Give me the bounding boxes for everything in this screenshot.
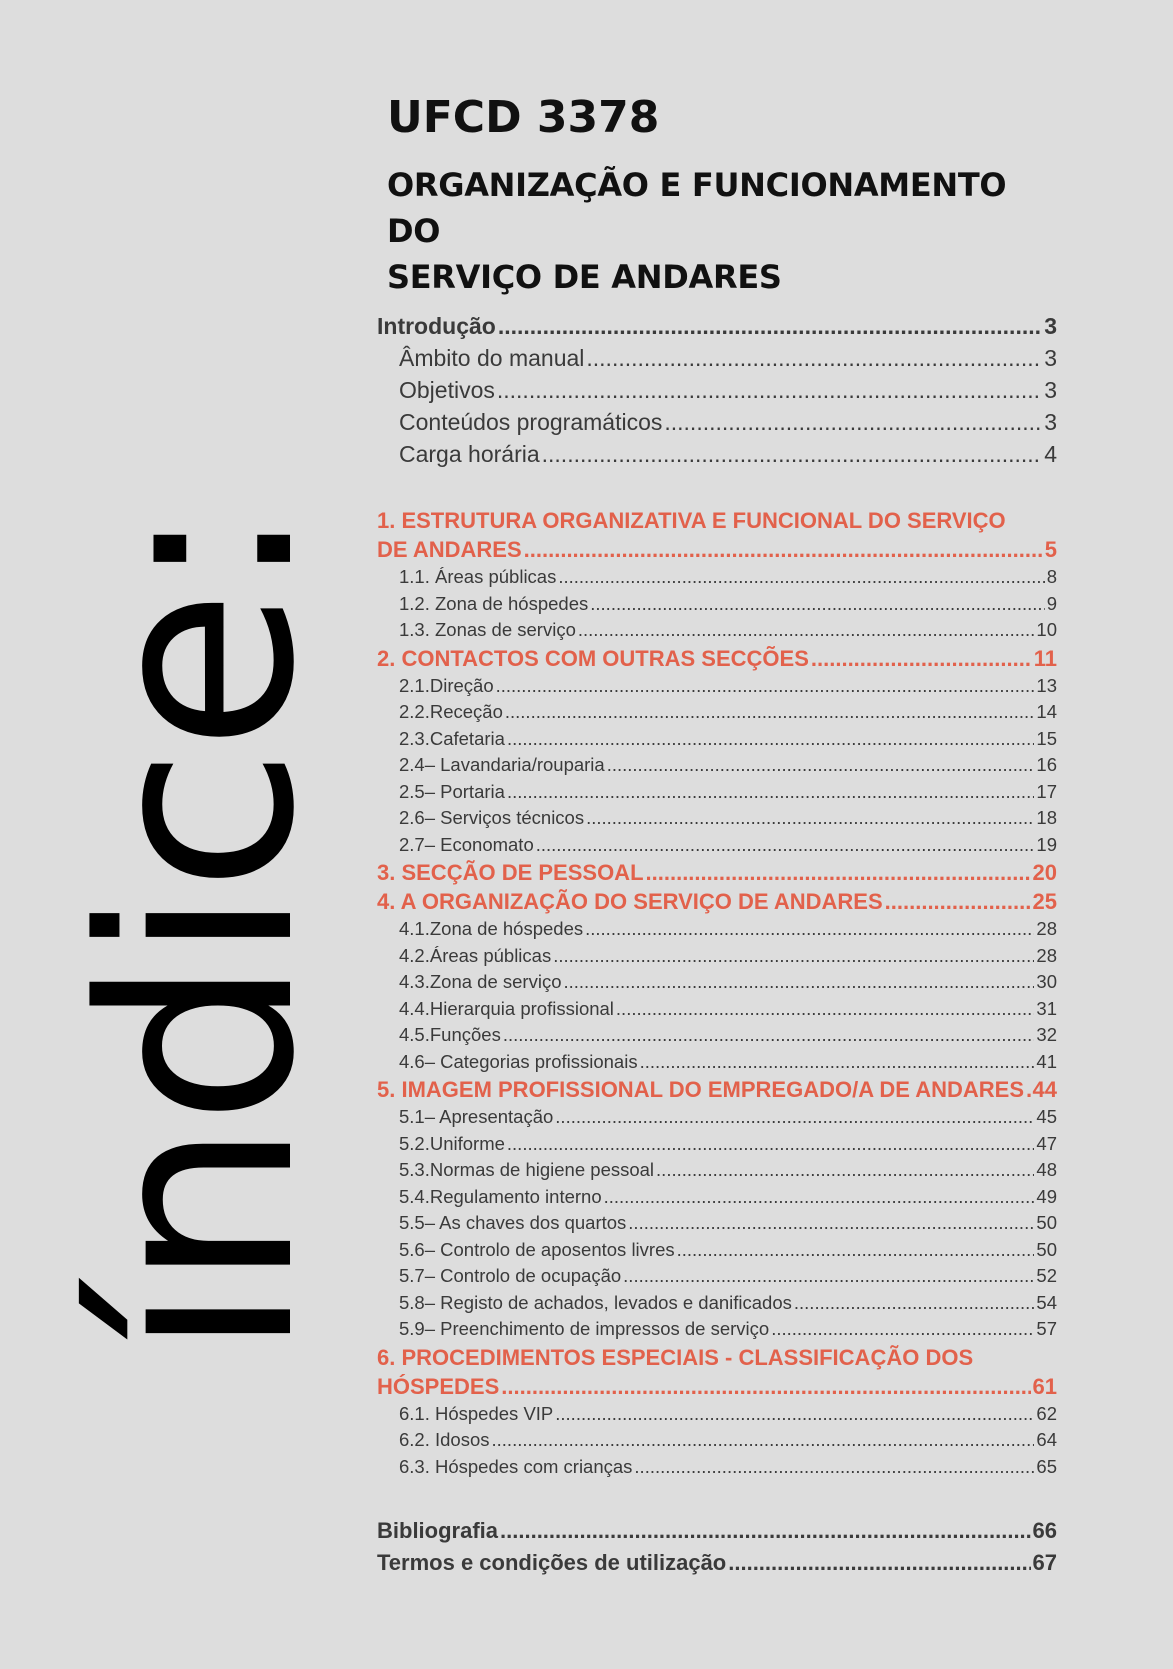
toc-label: 5.7– Controlo de ocupação xyxy=(399,1265,622,1286)
toc-subentry[interactable] xyxy=(377,1403,1057,1430)
dot-leader xyxy=(640,1051,1035,1073)
final-section xyxy=(377,1518,1057,1582)
toc-subentry[interactable] xyxy=(377,1051,1057,1078)
toc-page-number: 16 xyxy=(1036,754,1057,775)
toc-subentry[interactable] xyxy=(377,1133,1057,1160)
toc-label: 4.3.Zona de serviço xyxy=(399,971,562,992)
toc-page-number: 28 xyxy=(1036,944,1057,966)
toc-chapter[interactable] xyxy=(377,646,1057,675)
toc-page-number: 65 xyxy=(1036,1455,1057,1477)
toc-label: 6.1. Hóspedes VIP xyxy=(399,1402,554,1424)
toc-subentry[interactable] xyxy=(377,834,1057,861)
ufcd-code: UFCD 3378 xyxy=(387,92,660,143)
chapter-title-line-2[interactable] xyxy=(377,1374,1057,1403)
dot-leader xyxy=(555,1403,1034,1425)
toc-subentry[interactable] xyxy=(377,701,1057,728)
toc-label: 5.6– Controlo de aposentos livres xyxy=(399,1238,675,1260)
toc-subentry[interactable] xyxy=(377,971,1057,998)
toc-subentry[interactable] xyxy=(377,728,1057,755)
toc-label: 5.1– Apresentação xyxy=(399,1106,554,1127)
toc-label: 3. SECÇÃO DE PESSOAL xyxy=(377,860,644,885)
toc-subentry[interactable] xyxy=(377,1318,1057,1345)
toc-label: 2.4– Lavandaria/rouparia xyxy=(399,754,605,775)
toc-page-number: 3 xyxy=(1044,409,1057,435)
dot-leader xyxy=(497,377,1042,404)
dot-leader xyxy=(507,781,1034,803)
toc-label: 2.1.Direção xyxy=(399,674,494,696)
dot-leader xyxy=(555,1106,1034,1128)
toc-subentry[interactable] xyxy=(377,566,1057,593)
toc-page-number: 30 xyxy=(1036,971,1057,992)
toc-page-number: 57 xyxy=(1036,1318,1057,1339)
toc-label: 5.2.Uniforme xyxy=(399,1132,505,1154)
toc-chapter[interactable] xyxy=(377,1345,1057,1403)
dot-leader xyxy=(585,918,1034,940)
toc-subentry[interactable] xyxy=(377,1186,1057,1213)
dot-leader xyxy=(542,441,1043,468)
toc-entry-intro-item[interactable] xyxy=(377,377,1057,409)
toc-page-number: 9 xyxy=(1046,592,1057,614)
toc-page-number: 17 xyxy=(1036,780,1057,802)
toc-label: 2. CONTACTOS COM OUTRAS SECÇÕES xyxy=(377,645,809,671)
toc-page-number: 45 xyxy=(1036,1106,1057,1127)
toc-label: 2.2.Receção xyxy=(399,701,503,722)
toc-page-number: 5 xyxy=(1044,537,1057,562)
toc-label: Bibliografia xyxy=(377,1518,499,1543)
toc-label: 4. A ORGANIZAÇÃO DO SERVIÇO DE ANDARES xyxy=(377,889,883,914)
toc-subentry[interactable] xyxy=(377,1024,1057,1051)
toc-subentry[interactable] xyxy=(377,1292,1057,1319)
dot-leader xyxy=(607,754,1035,776)
dot-leader xyxy=(507,1133,1035,1155)
manual-title xyxy=(387,162,1067,300)
toc-page-number: 44 xyxy=(1032,1077,1057,1102)
dot-leader xyxy=(503,1024,1035,1046)
toc-page-number: 54 xyxy=(1036,1291,1057,1313)
dot-leader xyxy=(507,728,1034,750)
toc-page-number: 41 xyxy=(1036,1050,1057,1072)
toc-page-number: 28 xyxy=(1036,918,1057,939)
toc-label: 2.5– Portaria xyxy=(399,780,505,802)
dot-leader xyxy=(634,1456,1034,1478)
dot-leader xyxy=(500,1518,1031,1544)
toc-subentry[interactable] xyxy=(377,619,1057,646)
toc-label: DE ANDARES xyxy=(377,537,522,562)
toc-page-number: 64 xyxy=(1036,1429,1057,1450)
toc-subentry[interactable] xyxy=(377,1212,1057,1239)
toc-label: 5.8– Registo de achados, levados e danificados xyxy=(399,1291,792,1313)
header xyxy=(387,86,1067,300)
toc-entry-termos[interactable] xyxy=(377,1550,1057,1582)
title-line-1: ORGANIZAÇÃO E FUNCIONAMENTO DO xyxy=(387,166,1007,250)
dot-leader xyxy=(492,1429,1035,1451)
toc-subentry[interactable] xyxy=(377,754,1057,781)
dot-leader xyxy=(524,537,1043,563)
toc-label: 5.9– Preenchimento de impressos de serviço xyxy=(399,1318,770,1339)
toc-page-number: 19 xyxy=(1036,833,1057,855)
toc-page-number: 67 xyxy=(1032,1550,1057,1575)
toc-page-number: 47 xyxy=(1036,1132,1057,1154)
toc-label: Âmbito do manual xyxy=(399,345,585,371)
toc-label: 4.6– Categorias profissionais xyxy=(399,1050,638,1072)
dot-leader xyxy=(628,1212,1034,1234)
toc-label: 1.2. Zona de hóspedes xyxy=(399,592,589,614)
toc-page-number: 50 xyxy=(1036,1212,1057,1233)
toc-page-number: 14 xyxy=(1036,701,1057,722)
toc-chapter[interactable] xyxy=(377,860,1057,889)
dot-leader xyxy=(677,1239,1035,1261)
toc-subentry[interactable] xyxy=(377,1159,1057,1186)
dot-leader xyxy=(553,945,1034,967)
toc-chapter[interactable] xyxy=(377,1077,1057,1106)
dot-leader xyxy=(586,807,1034,829)
chapter-title-line-1: 6. PROCEDIMENTOS ESPECIAIS - CLASSIFICAÇÃO DOS xyxy=(377,1344,974,1370)
toc-label: 2.6– Serviços técnicos xyxy=(399,807,585,828)
toc-page-number: 61 xyxy=(1032,1373,1057,1399)
toc-page-number: 25 xyxy=(1032,889,1057,914)
intro-section xyxy=(377,313,1057,473)
toc-subentry[interactable] xyxy=(377,998,1057,1025)
toc-subentry[interactable] xyxy=(377,918,1057,945)
toc-subentry[interactable] xyxy=(377,1429,1057,1456)
toc-page-number: 66 xyxy=(1032,1518,1057,1543)
chapter-title-line-2[interactable] xyxy=(377,537,1057,566)
toc-chapter[interactable] xyxy=(377,889,1057,918)
dot-leader xyxy=(498,313,1042,340)
toc-label: 4.1.Zona de hóspedes xyxy=(399,918,584,939)
dot-leader xyxy=(563,971,1034,993)
toc-page-number: 11 xyxy=(1033,645,1057,671)
toc-subentry[interactable] xyxy=(377,675,1057,702)
title-line-2: SERVIÇO DE ANDARES xyxy=(387,258,782,296)
toc-label: 2.3.Cafetaria xyxy=(399,727,505,749)
dot-leader xyxy=(501,1374,1030,1400)
toc-label: 1.3. Zonas de serviço xyxy=(399,619,576,640)
toc-label: 5.3.Normas de higiene pessoal xyxy=(399,1159,655,1180)
toc-label: HÓSPEDES xyxy=(377,1373,500,1399)
toc-subentry[interactable] xyxy=(377,807,1057,834)
toc-label: 2.7– Economato xyxy=(399,833,534,855)
chapter-title-line-1: 1. ESTRUTURA ORGANIZATIVA E FUNCIONAL DO SERVIÇO xyxy=(377,508,1006,533)
toc-page-number: 32 xyxy=(1036,1024,1057,1045)
dot-leader xyxy=(794,1292,1035,1314)
side-title-indice: índice: xyxy=(46,507,353,1358)
toc-entry-introducao[interactable] xyxy=(377,313,1057,345)
toc-label: Carga horária xyxy=(399,441,540,467)
toc-page-number: 3 xyxy=(1044,377,1057,403)
toc-page-number: 50 xyxy=(1036,1238,1057,1260)
toc-entry-bibliografia[interactable] xyxy=(377,1518,1057,1550)
toc-label: 1.1. Áreas públicas xyxy=(399,566,557,587)
toc-subentry[interactable] xyxy=(377,1456,1057,1483)
toc-subentry[interactable] xyxy=(377,1265,1057,1292)
toc-page-number: 62 xyxy=(1036,1402,1057,1424)
toc-page-number: 31 xyxy=(1036,997,1057,1019)
toc-page-number: 52 xyxy=(1036,1265,1057,1286)
toc-page-number: 13 xyxy=(1036,674,1057,696)
dot-leader xyxy=(505,701,1035,723)
toc-label: Termos e condições de utilização xyxy=(377,1550,727,1575)
toc-subentry[interactable] xyxy=(377,1106,1057,1133)
toc-page-number: 3 xyxy=(1044,313,1057,339)
toc-page-number: 15 xyxy=(1036,727,1057,749)
dot-leader xyxy=(586,345,1042,372)
toc-label: 5. IMAGEM PROFISSIONAL DO EMPREGADO/A DE ANDARES xyxy=(377,1077,1025,1102)
toc-label: 5.4.Regulamento interno xyxy=(399,1185,602,1207)
toc-chapter[interactable] xyxy=(377,508,1057,566)
toc-page-number: 3 xyxy=(1044,345,1057,371)
dot-leader xyxy=(1026,1077,1030,1103)
toc-page-number: 49 xyxy=(1036,1185,1057,1207)
dot-leader xyxy=(496,675,1035,697)
dot-leader xyxy=(558,566,1044,588)
toc-page-number: 18 xyxy=(1036,807,1057,828)
toc-entry-intro-item[interactable] xyxy=(377,409,1057,441)
dot-leader xyxy=(646,860,1031,886)
toc-label: Conteúdos programáticos xyxy=(399,409,663,435)
dot-leader xyxy=(623,1265,1034,1287)
toc-page-number: 20 xyxy=(1032,860,1057,885)
toc-subentry[interactable] xyxy=(377,945,1057,972)
dot-leader xyxy=(811,646,1032,672)
dot-leader xyxy=(656,1159,1034,1181)
toc-entry-intro-item[interactable] xyxy=(377,345,1057,377)
toc-page-number: 8 xyxy=(1046,566,1057,587)
dot-leader xyxy=(590,593,1044,615)
table-of-contents xyxy=(377,313,1057,1582)
toc-subentry[interactable] xyxy=(377,1239,1057,1266)
dot-leader xyxy=(578,619,1035,641)
dot-leader xyxy=(604,1186,1035,1208)
toc-page-number: 4 xyxy=(1044,441,1057,467)
toc-label: 5.5– As chaves dos quartos xyxy=(399,1212,627,1233)
toc-label: 4.2.Áreas públicas xyxy=(399,944,552,966)
dot-leader xyxy=(728,1550,1030,1576)
chapters-section xyxy=(377,508,1057,1482)
toc-label: Introdução xyxy=(377,313,496,339)
toc-subentry[interactable] xyxy=(377,781,1057,808)
toc-page-number: 48 xyxy=(1036,1159,1057,1180)
dot-leader xyxy=(536,834,1035,856)
dot-leader xyxy=(771,1318,1034,1340)
toc-label: 4.5.Funções xyxy=(399,1024,501,1045)
toc-entry-intro-item[interactable] xyxy=(377,441,1057,473)
dot-leader xyxy=(885,889,1031,915)
toc-subentry[interactable] xyxy=(377,593,1057,620)
toc-label: 6.2. Idosos xyxy=(399,1429,490,1450)
toc-label: Objetivos xyxy=(399,377,495,403)
dot-leader xyxy=(616,998,1035,1020)
toc-label: 4.4.Hierarquia profissional xyxy=(399,997,614,1019)
toc-page-number: 10 xyxy=(1036,619,1057,640)
dot-leader xyxy=(664,409,1042,436)
toc-label: 6.3. Hóspedes com crianças xyxy=(399,1455,633,1477)
